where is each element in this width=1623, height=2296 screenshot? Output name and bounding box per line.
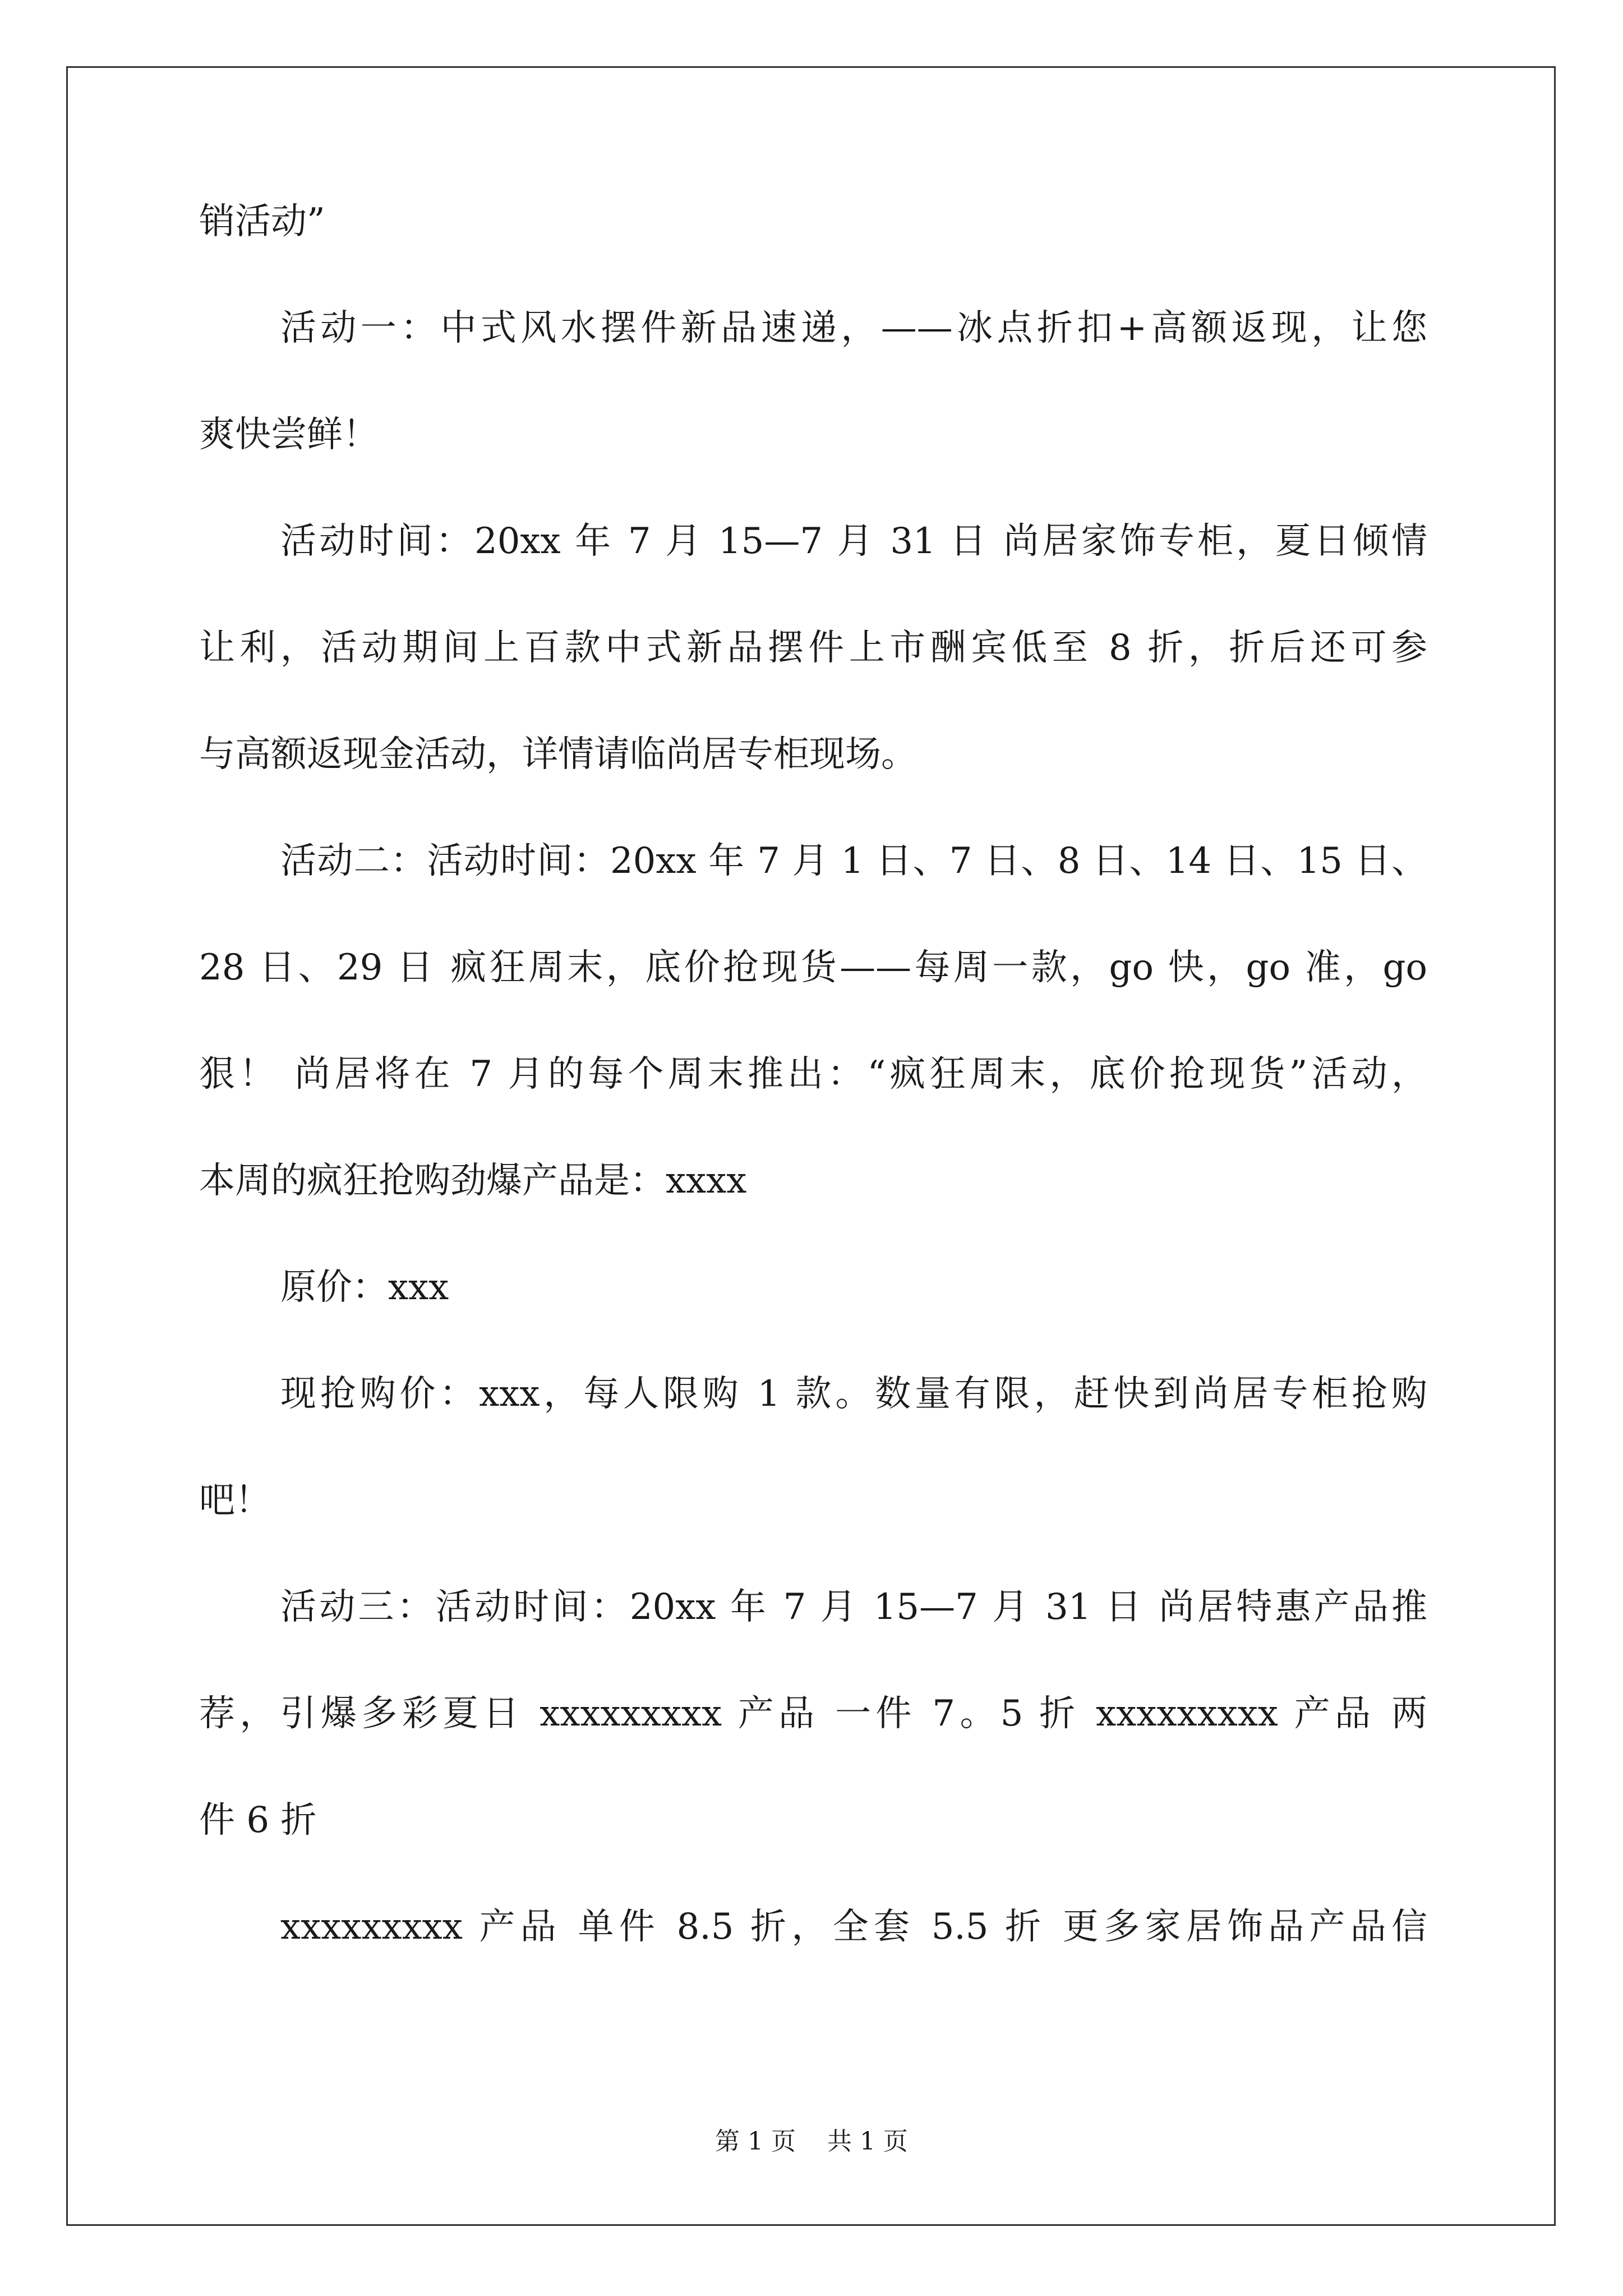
text-line: 活动时间：20xx 年 7 月 15—7 月 31 日 尚居家饰专柜，夏日倾情 — [280, 521, 1427, 562]
text-line: 吧！ — [199, 1480, 271, 1521]
text-line: 活动一：中式风水摆件新品速递，——冰点折扣+高额返现，让您 — [280, 307, 1427, 349]
text-line: 28 日、29 日 疯狂周末，底价抢现货——每周一款，go 快，go 准，go — [199, 947, 1427, 988]
text-line: 现抢购价：xxx，每人限购 1 款。数量有限，赶快到尚居专柜抢购 — [280, 1373, 1427, 1415]
text-line: 荐，引爆多彩夏日 xxxxxxxxx 产品 一件 7。5 折 xxxxxxxxx 产品 两 — [199, 1693, 1427, 1734]
text-line: xxxxxxxxx 产品 单件 8.5 折，全套 5.5 折 更多家居饰品产品信 — [280, 1906, 1427, 1948]
text-line: 本周的疯狂抢购劲爆产品是：xxxx — [199, 1160, 747, 1202]
text-line: 件 6 折 — [199, 1800, 317, 1841]
text-line: 狠！ 尚居将在 7 月的每个周末推出：“疯狂周末，底价抢现货”活动， — [199, 1053, 1427, 1095]
text-line: 销活动” — [199, 201, 325, 242]
text-line: 活动二：活动时间：20xx 年 7 月 1 日、7 日、8 日、14 日、15 日、 — [280, 840, 1427, 882]
text-line: 原价：xxx — [280, 1267, 449, 1308]
text-line: 爽快尝鲜！ — [199, 414, 379, 455]
page-number-footer: 第 1 页 共 1 页 — [715, 2127, 908, 2156]
page-border — [66, 66, 1556, 2226]
text-line: 让利，活动期间上百款中式新品摆件上市酬宾低至 8 折，折后还可参 — [199, 627, 1427, 669]
text-line: 活动三：活动时间：20xx 年 7 月 15—7 月 31 日 尚居特惠产品推 — [280, 1586, 1427, 1628]
text-line: 与高额返现金活动，详情请临尚居专柜现场。 — [199, 734, 917, 775]
